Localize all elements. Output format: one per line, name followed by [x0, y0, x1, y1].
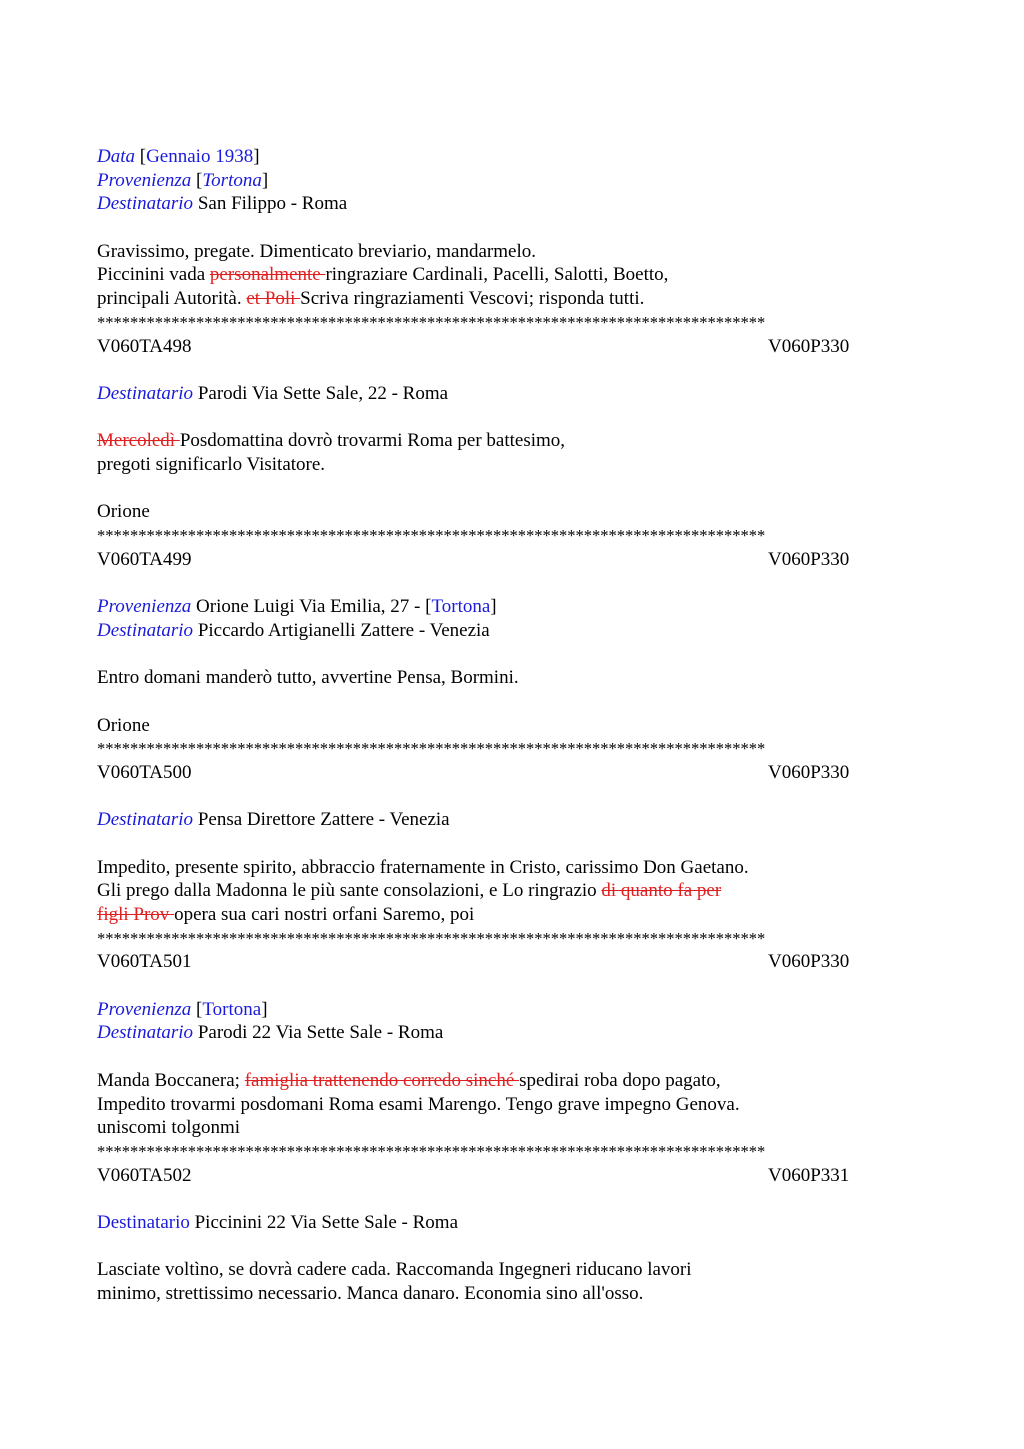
provenienza-value: Tortona — [202, 998, 262, 1020]
destinatario-label: Destinatario — [97, 1211, 190, 1233]
destinatario-value: San Filippo - Roma — [197, 193, 348, 215]
destinatario-label: Destinatario — [97, 193, 194, 215]
page-code: V060P330 — [768, 335, 850, 357]
provenienza-value: Tortona — [431, 596, 491, 618]
body-line: figli Prov opera sua cari nostri orfani Saremo, poi — [97, 904, 475, 925]
body-line: Impedito, presente spirito, abbraccio fraternamente in Cristo, carissimo Don Gaetano. — [97, 856, 749, 878]
destinatario-label: Destinatario — [97, 619, 194, 641]
separator: ********************************************************************************* — [97, 739, 766, 759]
body-line: pregoti significarlo Visitatore. — [97, 453, 326, 475]
body-line: Manda Boccanera; famiglia trattenendo corredo sinché spedirai roba dopo pagato, — [97, 1069, 721, 1091]
deleted-text: personalmente — [209, 264, 326, 286]
destinatario-label: Destinatario — [97, 382, 194, 404]
provenienza-label: Provenienza — [97, 998, 192, 1020]
separator: ********************************************************************************* — [97, 526, 766, 545]
destinatario-line — [97, 619, 927, 643]
entry-code: V060TA498 — [97, 335, 192, 357]
body-line: Mercoledì Posdomattina dovrò trovarmi Roma per battesimo, — [97, 430, 566, 452]
provenienza-line: Provenienza [Tortona] — [97, 998, 268, 1020]
signature: Orione — [97, 501, 150, 523]
header-destinatario-line — [97, 192, 927, 216]
header-data-line: Data [Gennaio 1938] — [97, 146, 260, 167]
page-code: V060P331 — [768, 1164, 850, 1186]
body-line: Piccinini vada personalmente ringraziare Cardinali, Pacelli, Salotti, Boetto, — [97, 264, 669, 286]
destinatario-line — [97, 1021, 927, 1045]
data-value: Gennaio 1938 — [146, 146, 254, 167]
destinatario-line — [97, 1211, 927, 1235]
entry-code-line — [97, 761, 927, 785]
destinatario-line — [97, 382, 927, 406]
body-line: Gli prego dalla Madonna le più sante consolazioni, e Lo ringrazio di quanto fa per — [97, 880, 722, 902]
destinatario-value: Piccinini 22 Via Sette Sale - Roma — [194, 1211, 459, 1233]
entry-code: V060TA502 — [97, 1164, 192, 1186]
entry-code-line — [97, 1164, 927, 1188]
entry-code: V060TA500 — [97, 761, 192, 783]
page-code: V060P330 — [768, 761, 850, 783]
provenienza-label: Provenienza — [97, 596, 192, 618]
deleted-text: Mercoledì — [97, 430, 180, 452]
destinatario-value: Piccardo Artigianelli Zattere - Venezia — [197, 619, 490, 641]
destinatario-line — [97, 808, 927, 832]
body-line: principali Autorità. et Poli Scriva ringraziamenti Vescovi; risponda tutti. — [97, 288, 645, 310]
document-content — [97, 145, 927, 1306]
body-line: Lasciate voltìno, se dovrà cadere cada. Raccomanda Ingegneri riducano lavori — [97, 1259, 692, 1281]
page-code: V060P330 — [768, 548, 850, 570]
separator: ********************************************************************************* — [97, 928, 766, 948]
deleted-text: famiglia trattenendo corredo sinché — [244, 1069, 520, 1091]
provenienza-text: Orione Luigi Via Emilia, 27 - — [196, 596, 426, 618]
entry-code-line — [97, 335, 927, 359]
entry-code-line — [97, 548, 927, 572]
provenienza-line: Provenienza Orione Luigi Via Emilia, 27 - [Tortona] — [97, 596, 497, 618]
entry-code: V060TA499 — [97, 548, 192, 570]
provenienza-value: Tortona — [202, 169, 262, 191]
separator: ********************************************************************************* — [97, 1141, 766, 1161]
entry-code-line — [97, 950, 927, 974]
body-line: Impedito trovarmi posdomani Roma esami Marengo. Tengo grave impegno Genova. — [97, 1093, 740, 1115]
destinatario-value: Parodi 22 Via Sette Sale - Roma — [197, 1022, 444, 1044]
body-line: uniscomi tolgonmi — [97, 1117, 241, 1139]
deleted-text: et Poli — [246, 288, 301, 310]
destinatario-value: Pensa Direttore Zattere - Venezia — [197, 809, 450, 831]
deleted-text: di quanto fa per — [601, 880, 722, 902]
body-line: Entro domani manderò tutto, avvertine Pensa, Bormini. — [97, 667, 519, 689]
separator: ********************************************************************************* — [97, 312, 766, 332]
body-line: Gravissimo, pregate. Dimenticato breviario, mandarmelo. — [97, 240, 536, 262]
body-line: minimo, strettissimo necessario. Manca danaro. Economia sino all'osso. — [97, 1283, 644, 1304]
signature: Orione — [97, 714, 150, 736]
header-provenienza-line: Provenienza [Tortona] — [97, 169, 269, 191]
entry-code: V060TA501 — [97, 951, 192, 973]
deleted-text: figli Prov — [97, 904, 175, 925]
destinatario-label: Destinatario — [97, 1022, 194, 1044]
destinatario-label: Destinatario — [97, 809, 194, 831]
data-label: Data — [97, 146, 135, 167]
destinatario-value: Parodi Via Sette Sale, 22 - Roma — [197, 382, 449, 404]
page-code: V060P330 — [768, 951, 850, 973]
provenienza-label: Provenienza — [97, 169, 192, 191]
